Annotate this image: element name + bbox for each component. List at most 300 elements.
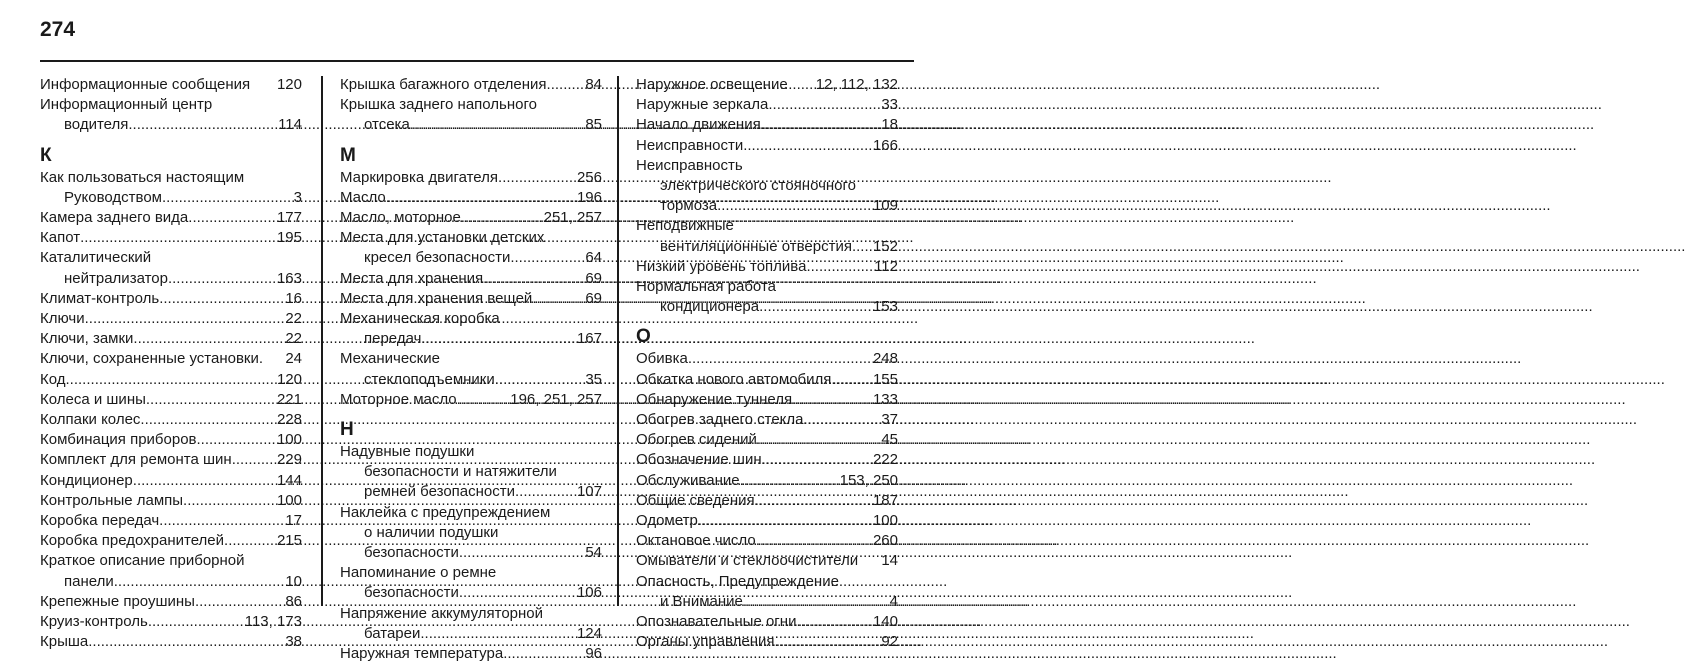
entry-line — [40, 188, 302, 208]
leader-dots — [757, 430, 879, 450]
entry-text: Одометр — [636, 512, 698, 530]
entry-text: Напоминание о ремне — [340, 564, 497, 582]
entry-line — [40, 471, 302, 491]
entry-text: водителя — [64, 116, 129, 134]
leader-dots — [114, 572, 284, 592]
page-reference[interactable]: 37 — [881, 411, 898, 429]
index-entry — [340, 442, 602, 503]
entry-text: Комбинация приборов — [40, 431, 197, 449]
page-reference[interactable]: 54 — [585, 544, 602, 562]
page-reference[interactable]: 114 — [278, 116, 302, 134]
page-reference[interactable]: 12, 112, 132 — [815, 76, 898, 93]
leader-dots — [796, 612, 871, 632]
leader-dots — [188, 208, 275, 228]
entry-text: Как пользоваться настоящим — [40, 168, 245, 186]
page-reference[interactable]: 14 — [881, 552, 898, 570]
entry-text: Крыша — [40, 633, 89, 651]
leader-dots — [457, 390, 509, 410]
index-entry — [40, 228, 302, 248]
entry-line — [636, 612, 898, 632]
entry-text: Обслуживание — [636, 471, 740, 489]
entry-line — [40, 572, 302, 592]
entry-text: безопасности — [364, 584, 459, 602]
page-reference[interactable]: 64 — [585, 249, 602, 267]
leader-dots — [717, 196, 871, 216]
page-reference[interactable]: 248 — [872, 350, 898, 368]
entry-text: Камера заднего вида — [40, 209, 189, 227]
page-reference[interactable]: 256 — [576, 168, 602, 186]
page-reference[interactable]: 109 — [872, 197, 898, 215]
entry-line — [40, 329, 302, 349]
entry-line — [40, 632, 302, 652]
leader-dots — [197, 430, 275, 450]
entry-text: Обозначение шин — [636, 451, 762, 469]
entry-line — [40, 115, 302, 135]
entry-line — [636, 632, 898, 652]
entry-text: безопасности и натяжители — [364, 463, 557, 481]
page-reference[interactable]: 155 — [872, 370, 898, 388]
entry-text: кондиционера — [660, 298, 760, 316]
page-reference[interactable]: 166 — [872, 136, 898, 154]
leader-dots — [768, 95, 879, 115]
entry-text: Обнаружение туннеля — [636, 390, 793, 408]
entry-text: Механическая коробка — [340, 310, 500, 328]
entry-text: Колпаки колес — [40, 411, 141, 429]
index-entry — [636, 216, 898, 256]
entry-text: Контрольные лампы — [40, 491, 184, 509]
entry-line — [636, 430, 898, 450]
entry-line — [636, 450, 898, 470]
page-reference[interactable]: 113, 173 — [244, 613, 302, 631]
entry-text: Код — [40, 370, 66, 388]
entry-line — [340, 370, 602, 390]
entry-line — [340, 390, 602, 410]
entry-text: Обкатка нового автомобиля — [636, 370, 832, 388]
page-reference[interactable]: 140 — [872, 613, 898, 631]
index-entry — [636, 95, 898, 115]
leader-dots — [133, 471, 275, 491]
entry-line — [636, 572, 898, 592]
entry-text: Общие сведения — [636, 491, 755, 509]
index-column-1 — [40, 75, 302, 652]
entry-line — [636, 196, 898, 216]
page-reference[interactable]: 86 — [285, 592, 302, 610]
leader-dots — [159, 289, 283, 309]
leader-dots — [498, 168, 575, 188]
entry-text: Омыватели и стеклоочистители — [636, 552, 859, 570]
page-reference[interactable]: 133 — [872, 390, 898, 408]
index-entry — [40, 349, 302, 369]
entry-text: Места для хранения вещей — [340, 289, 533, 307]
page-reference[interactable]: 120 — [276, 370, 302, 388]
entry-text: Обогрев сидений — [636, 431, 757, 449]
index-entry — [40, 491, 302, 511]
index-entry — [340, 349, 602, 389]
entry-line — [636, 95, 898, 115]
column-divider-1 — [321, 76, 323, 606]
entry-text: отсека — [364, 116, 410, 134]
page-reference[interactable]: 69 — [585, 289, 602, 307]
leader-dots — [762, 450, 871, 470]
leader-dots — [532, 289, 583, 309]
entry-text: Комплект для ремонта шин — [40, 451, 232, 469]
entry-line — [40, 551, 302, 571]
entry-line — [340, 228, 602, 248]
entry-line — [340, 523, 602, 543]
index-entry — [40, 75, 302, 95]
page-reference[interactable]: 177 — [276, 209, 302, 227]
page-reference[interactable]: 33 — [881, 96, 898, 114]
index-entry — [340, 228, 602, 268]
column-divider-2 — [617, 76, 619, 606]
entry-text: Места для хранения — [340, 269, 484, 287]
leader-dots — [756, 531, 871, 551]
index-entry — [40, 450, 302, 470]
page-reference[interactable]: 106 — [576, 584, 602, 602]
entry-line — [636, 531, 898, 551]
page-reference[interactable]: 100 — [872, 512, 898, 530]
page-reference[interactable]: 4 — [889, 592, 898, 610]
index-entry — [636, 612, 898, 632]
leader-dots — [503, 644, 583, 664]
entry-text: Места для установки детских — [340, 229, 545, 247]
index-entry — [40, 329, 302, 349]
index-entry — [340, 309, 602, 349]
entry-line — [636, 471, 898, 491]
entry-text: Надувные подушки — [340, 443, 475, 461]
leader-dots — [421, 329, 575, 349]
page-reference[interactable]: 167 — [576, 330, 602, 348]
entry-text: Кондиционер — [40, 471, 133, 489]
entry-line — [40, 289, 302, 309]
leader-dots — [85, 309, 284, 329]
entry-line — [340, 644, 602, 664]
entry-line — [40, 309, 302, 329]
entry-text: Опознавательные огни — [636, 613, 797, 631]
index-entry — [40, 309, 302, 329]
entry-line — [636, 75, 898, 95]
leader-dots — [515, 482, 575, 502]
entry-gap — [250, 75, 275, 95]
index-entry — [636, 257, 898, 277]
entry-line — [340, 289, 602, 309]
entry-text: электрического стояночного — [660, 177, 857, 195]
leader-dots — [162, 188, 292, 208]
entry-text: Масло — [340, 188, 386, 206]
page-reference[interactable]: 100 — [276, 431, 302, 449]
page-reference[interactable]: 196 — [576, 188, 602, 206]
page-reference[interactable]: 222 — [872, 451, 898, 469]
entry-line — [340, 188, 602, 208]
entry-line — [636, 115, 898, 135]
index-entry — [636, 136, 898, 156]
entry-text: Коробка предохранителей — [40, 532, 225, 550]
entry-text: Крышка багажного отделения — [340, 76, 547, 93]
entry-line — [340, 168, 602, 188]
page-reference[interactable]: 152 — [872, 237, 898, 255]
entry-text: нейтрализатор — [64, 269, 168, 287]
entry-text: ремней безопасности — [364, 483, 515, 501]
page-reference[interactable]: 38 — [285, 633, 302, 651]
entry-line — [340, 208, 602, 228]
page-reference[interactable]: 195 — [276, 229, 302, 247]
page-reference[interactable]: 187 — [872, 491, 898, 509]
page-reference[interactable]: 163 — [276, 269, 302, 287]
index-entry — [40, 390, 302, 410]
entry-text: Колеса и шины — [40, 390, 146, 408]
entry-gap — [858, 551, 879, 571]
entry-line — [340, 349, 602, 369]
entry-line — [636, 390, 898, 410]
entry-text: и Внимание — [660, 592, 743, 610]
leader-dots — [483, 269, 583, 289]
entry-line — [40, 208, 302, 228]
page-reference[interactable]: 124 — [576, 624, 602, 642]
leader-dots — [195, 592, 283, 612]
entry-text: о наличии подушки — [364, 523, 499, 541]
entry-line — [340, 563, 602, 583]
entry-text: Наружная температура — [340, 645, 504, 663]
entry-line — [340, 269, 602, 289]
entry-line — [636, 491, 898, 511]
entry-text: безопасности — [364, 544, 459, 562]
leader-dots — [128, 115, 276, 135]
entry-text: Октановое число — [636, 532, 756, 550]
index-entry — [636, 75, 898, 95]
entry-text: Неисправности — [636, 136, 744, 154]
index-entry — [40, 592, 302, 612]
leader-dots — [510, 248, 583, 268]
page-reference[interactable]: 260 — [872, 532, 898, 550]
page-reference[interactable]: 22 — [285, 330, 302, 348]
entry-text: Начало движения — [636, 116, 761, 134]
index-entry — [636, 410, 898, 430]
page-reference[interactable]: 196, 251, 257 — [510, 390, 602, 408]
leader-dots — [759, 297, 871, 317]
entry-line — [40, 390, 302, 410]
leader-dots — [410, 115, 584, 135]
entry-line — [40, 410, 302, 430]
entry-line — [636, 551, 898, 571]
entry-gap — [263, 349, 283, 369]
leader-dots — [183, 491, 275, 511]
entry-text: Руководством — [64, 188, 162, 206]
index-entry — [40, 370, 302, 390]
index-entry — [40, 208, 302, 228]
entry-text: батареи — [364, 624, 421, 642]
entry-text: Механические — [340, 350, 440, 368]
index-entry — [636, 551, 898, 571]
page-reference[interactable]: 24 — [285, 350, 302, 368]
entry-text: Крепежные проушины — [40, 592, 195, 610]
page-reference[interactable]: 69 — [585, 269, 602, 287]
entry-text: Наружное освещение — [636, 76, 788, 93]
index-entry — [636, 632, 898, 652]
leader-dots — [232, 450, 275, 470]
index-column-3 — [636, 75, 898, 652]
page-reference[interactable]: 10 — [285, 572, 302, 590]
index-entry — [340, 188, 602, 208]
page-reference[interactable]: 221 — [276, 390, 302, 408]
leader-dots — [148, 612, 243, 632]
entry-line — [40, 168, 302, 188]
leader-dots — [168, 269, 275, 289]
leader-dots — [146, 390, 275, 410]
index-entry — [340, 289, 602, 309]
entry-text: Опасность, Предупреждение — [636, 572, 839, 590]
entry-text: Каталитический — [40, 249, 152, 267]
entry-text: Низкий уровень топлива — [636, 257, 807, 275]
entry-line — [636, 136, 898, 156]
index-entry — [340, 75, 602, 95]
page-reference[interactable]: 120 — [276, 76, 302, 93]
page-reference[interactable]: 3 — [293, 188, 302, 206]
page-reference[interactable]: 92 — [881, 633, 898, 651]
index-entry — [40, 511, 302, 531]
entry-text: Информационный центр — [40, 96, 213, 114]
entry-line — [636, 410, 898, 430]
index-entry — [340, 208, 602, 228]
entry-line — [636, 592, 898, 612]
leader-dots — [461, 208, 542, 228]
leader-dots — [804, 410, 880, 430]
entry-text: Информационные сообщения — [40, 76, 251, 93]
page-reference[interactable]: 144 — [276, 471, 302, 489]
page-reference[interactable]: 16 — [285, 289, 302, 307]
entry-text: Моторное масло — [340, 390, 457, 408]
leader-dots — [66, 370, 275, 390]
leader-dots — [386, 188, 575, 208]
entry-line — [40, 531, 302, 551]
entry-line — [636, 216, 898, 236]
entry-line — [636, 257, 898, 277]
index-entry — [340, 503, 602, 564]
index-entry — [636, 370, 898, 390]
index-entry — [340, 168, 602, 188]
page-reference[interactable]: 153 — [872, 298, 898, 316]
entry-line — [340, 503, 602, 523]
entry-line — [340, 75, 602, 95]
page-reference[interactable]: 112 — [874, 257, 898, 275]
leader-dots — [698, 511, 871, 531]
entry-line — [636, 349, 898, 369]
entry-line — [40, 430, 302, 450]
entry-text: Неподвижные — [636, 217, 734, 235]
page-reference[interactable]: 100 — [276, 491, 302, 509]
entry-text: Обогрев заднего стекла — [636, 411, 804, 429]
leader-dots — [755, 491, 871, 511]
entry-text: панели — [64, 572, 114, 590]
index-entry — [636, 511, 898, 531]
index-entry — [636, 430, 898, 450]
page-reference[interactable]: 45 — [881, 431, 898, 449]
leader-dots — [133, 329, 283, 349]
index-entry — [40, 410, 302, 430]
entry-line — [40, 450, 302, 470]
leader-dots — [806, 257, 872, 277]
header-rule — [40, 60, 914, 62]
entry-line — [340, 329, 602, 349]
index-entry — [340, 644, 602, 664]
entry-line — [40, 612, 302, 632]
entry-line — [340, 442, 602, 462]
page-reference[interactable]: 96 — [585, 645, 602, 663]
section-letter: М — [340, 144, 356, 166]
page-reference[interactable]: 229 — [276, 451, 302, 469]
entry-line — [40, 95, 302, 115]
leader-dots — [743, 592, 888, 612]
page-reference[interactable]: 18 — [881, 116, 898, 134]
entry-line — [636, 370, 898, 390]
index-entry — [340, 604, 602, 644]
entry-line — [40, 511, 302, 531]
page-reference[interactable]: 17 — [285, 512, 302, 530]
page-reference[interactable]: 153, 250 — [839, 471, 898, 489]
leader-dots — [88, 632, 283, 652]
index-entry — [340, 269, 602, 289]
page-reference[interactable]: 35 — [585, 370, 602, 388]
entry-line — [340, 543, 602, 563]
entry-text: Маркировка двигателя — [340, 168, 499, 186]
leader-dots — [495, 370, 584, 390]
entry-text: Крышка заднего напольного — [340, 96, 537, 114]
index-entry — [636, 115, 898, 135]
entry-text: Неисправность — [636, 156, 743, 174]
entry-text: Обивка — [636, 350, 688, 368]
page-reference[interactable]: 251, 257 — [543, 209, 602, 227]
index-entry — [40, 430, 302, 450]
leader-dots — [792, 390, 871, 410]
page-reference[interactable]: 22 — [285, 310, 302, 328]
leader-dots — [459, 543, 583, 563]
section-letter: К — [40, 144, 52, 166]
page-number: 274 — [40, 18, 76, 41]
entry-line — [636, 176, 898, 196]
leader-dots — [140, 410, 275, 430]
index-entry — [340, 563, 602, 603]
entry-line — [40, 75, 302, 95]
index-entry — [636, 156, 898, 217]
entry-text: Органы управления — [636, 633, 775, 651]
leader-dots — [775, 632, 880, 652]
entry-text: Напряжение аккумуляторной — [340, 604, 544, 622]
index-entry — [40, 248, 302, 288]
leader-dots — [740, 471, 838, 491]
page-reference[interactable]: 228 — [276, 411, 302, 429]
entry-text: Наклейка с предупреждением — [340, 503, 551, 521]
entry-line — [40, 349, 302, 369]
entry-line — [340, 462, 602, 482]
entry-text: вентиляционные отверстия — [660, 237, 852, 255]
entry-text: Капот — [40, 229, 81, 247]
entry-line — [40, 248, 302, 268]
page-reference[interactable]: 107 — [576, 483, 602, 501]
page-reference[interactable]: 215 — [276, 532, 302, 550]
leader-dots — [224, 531, 275, 551]
section-letter: Н — [340, 419, 354, 441]
entry-text: Нормальная работа — [636, 278, 776, 296]
entry-text: Коробка передач — [40, 512, 160, 530]
index-entry — [636, 471, 898, 491]
index-entry — [636, 390, 898, 410]
page-reference[interactable]: 85 — [585, 116, 602, 134]
entry-line — [340, 482, 602, 502]
page-reference[interactable]: 84 — [585, 76, 602, 93]
entry-line — [340, 248, 602, 268]
entry-line — [40, 491, 302, 511]
index-entry — [340, 95, 602, 135]
entry-line — [636, 156, 898, 176]
